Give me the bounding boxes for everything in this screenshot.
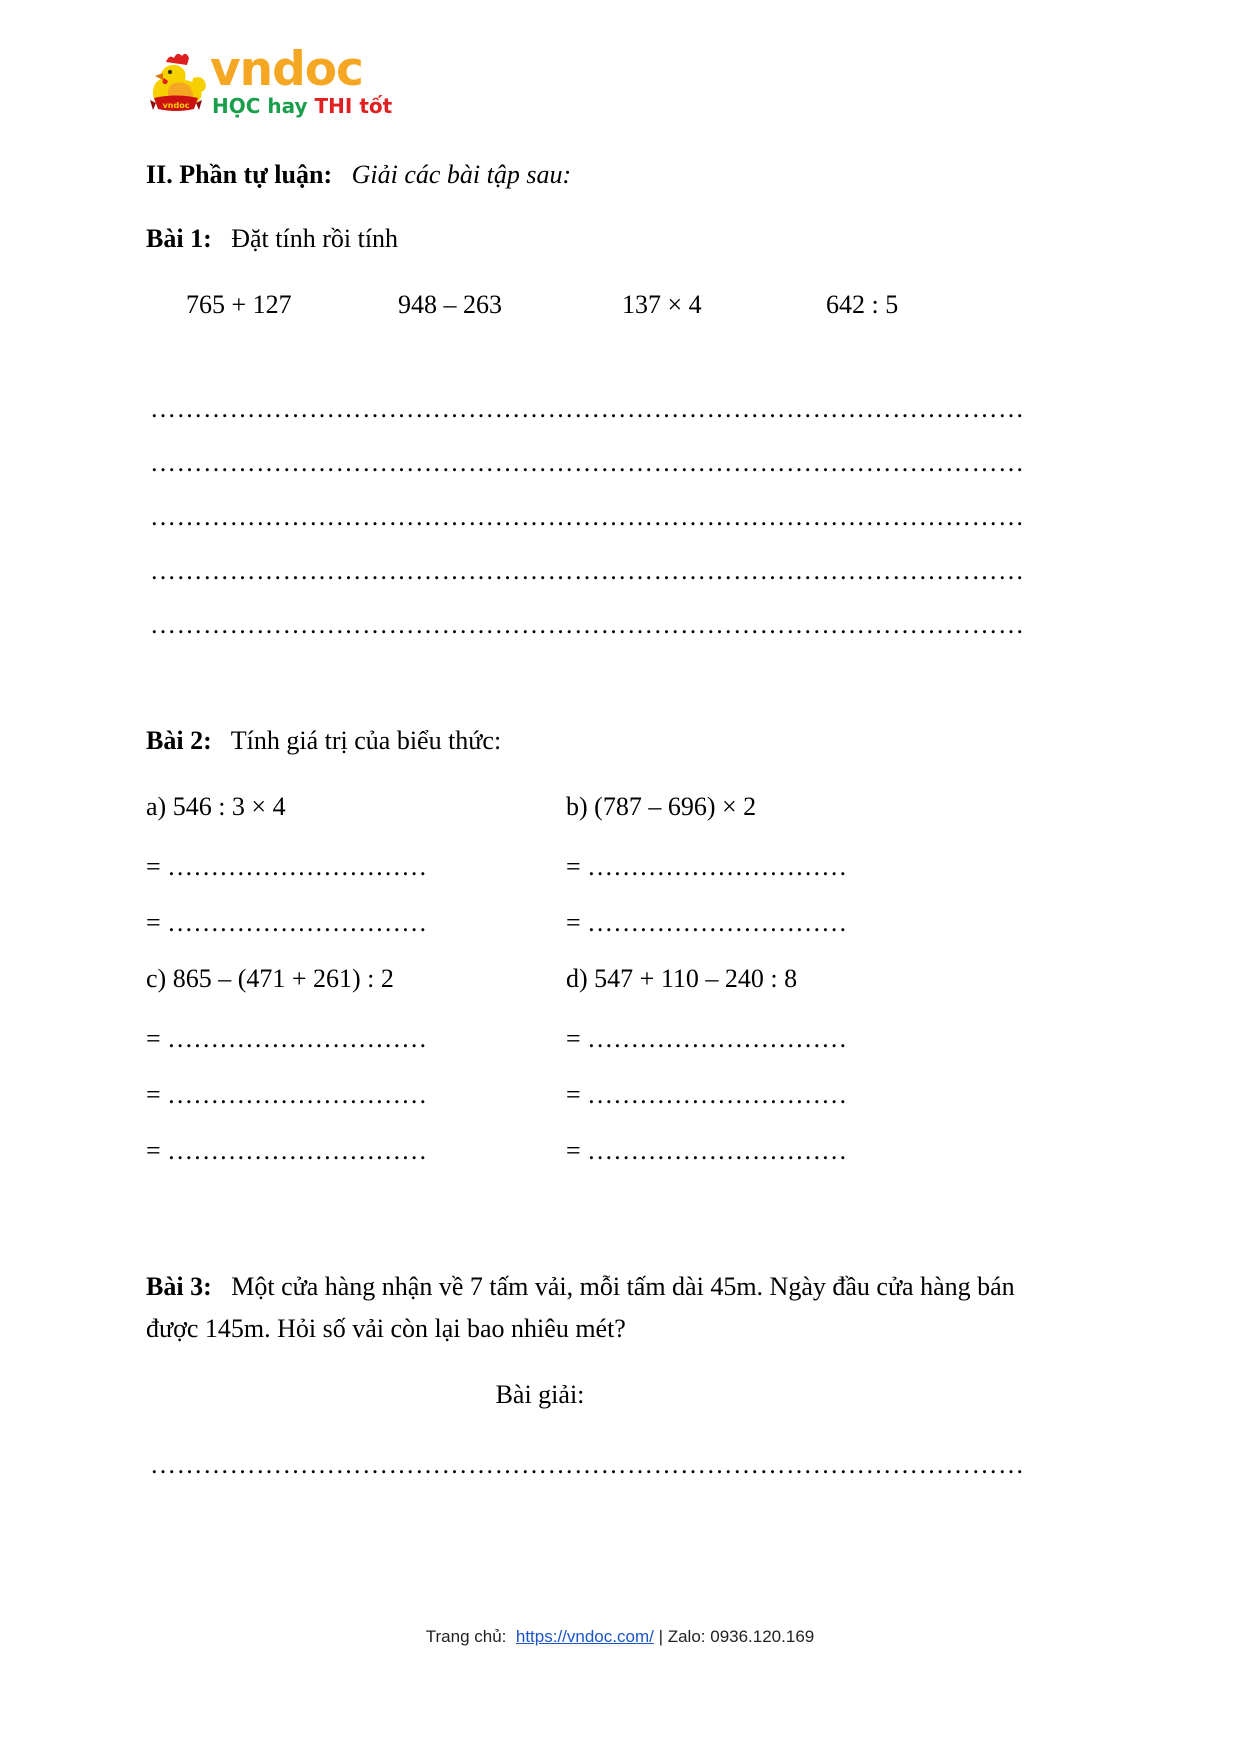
bai1-answer-line-2: ………………………………………………………………………………………	[150, 448, 1025, 477]
bai2-a-eq-2: = …………………………	[146, 908, 428, 937]
bai2-c-eq-2: = …………………………	[146, 1080, 428, 1109]
bai2-b-eq-2: = …………………………	[566, 908, 848, 937]
bai2-expression-c: c) 865 – (471 + 261) : 2	[146, 964, 394, 993]
tagline-hay: hay	[267, 94, 308, 118]
bai3-text: Một cửa hàng nhận về 7 tấm vải, mỗi tấm dài 45m. Ngày đầu cửa hàng bán được 145m. Hỏi số vải còn lại bao nhiêu mét?	[146, 1272, 1015, 1344]
rooster-mascot-icon	[146, 50, 208, 116]
bai2-d-eq-1: = …………………………	[566, 1024, 848, 1053]
bai3-label: Bài 3:	[146, 1272, 212, 1301]
bai2-c-eq-1: = …………………………	[146, 1024, 428, 1053]
bai1-answer-line-4: ………………………………………………………………………………………	[150, 556, 1025, 585]
bai3-answer-line: ………………………………………………………………………………………	[150, 1450, 1025, 1480]
tagline-hoc: HỌC	[212, 94, 261, 118]
spacer	[146, 360, 1094, 382]
bai2-expression-b: b) (787 – 696) × 2	[566, 792, 757, 821]
logo-wordmark: vndoc	[210, 42, 363, 97]
logo-banner-text: vndoc	[162, 101, 190, 110]
bai2-d-eq-3: = …………………………	[566, 1136, 848, 1165]
section-heading-label: II. Phần tự luận:	[146, 160, 333, 189]
bai3-solution-label: Bài giải:	[495, 1380, 585, 1410]
worksheet-content	[146, 160, 1094, 1492]
bai1-prompt: Đặt tính rồi tính	[231, 224, 399, 253]
bai1-answer-line-3: ………………………………………………………………………………………	[150, 502, 1025, 531]
spacer	[146, 1192, 1094, 1266]
bai2-row2-expressions	[146, 964, 1094, 1024]
bai2-c-eq-3: = …………………………	[146, 1136, 428, 1165]
tagline-tot: tốt	[359, 94, 393, 118]
bai2-row2-eqline-2	[146, 1080, 1094, 1136]
bai2-title	[146, 726, 1094, 756]
logo-tagline	[212, 96, 392, 116]
footer-separator: |	[658, 1627, 663, 1646]
vndoc-logo	[146, 42, 476, 126]
bai2-a-eq-1: = …………………………	[146, 852, 428, 881]
section-heading-note: Giải các bài tập sau:	[351, 160, 572, 189]
bai1-expression-1: 765 + 127	[186, 290, 292, 319]
tagline-thi: THI	[314, 94, 353, 118]
bai1-expressions	[146, 290, 1094, 330]
bai1-expression-2: 948 – 263	[398, 290, 502, 319]
page-footer	[0, 1627, 1240, 1647]
bai2-b-eq-1: = …………………………	[566, 852, 848, 881]
bai1-label: Bài 1:	[146, 224, 212, 253]
bai2-row1-expressions	[146, 792, 1094, 852]
footer-homepage-link[interactable]: https://vndoc.com/	[515, 1627, 654, 1646]
bai2-label: Bài 2:	[146, 726, 212, 755]
bai1-answer-line-5: ………………………………………………………………………………………	[150, 610, 1025, 639]
bai1-expression-3: 137 × 4	[622, 290, 702, 319]
bai2-prompt: Tính giá trị của biểu thức:	[230, 726, 502, 755]
bai2-row2-eqline-1	[146, 1024, 1094, 1080]
bai2-expression-d: d) 547 + 110 – 240 : 8	[566, 964, 798, 993]
bai3-problem	[146, 1266, 1046, 1350]
bai2-expression-a: a) 546 : 3 × 4	[146, 792, 286, 821]
footer-prefix: Trang chủ:	[425, 1627, 507, 1646]
bai1-expression-4: 642 : 5	[826, 290, 899, 319]
bai2-row2-eqline-3	[146, 1136, 1094, 1192]
bai2-d-eq-2: = …………………………	[566, 1080, 848, 1109]
bai1-title	[146, 224, 1094, 254]
bai1-answer-line-1: ………………………………………………………………………………………	[150, 394, 1025, 423]
spacer	[146, 652, 1094, 726]
footer-zalo: Zalo: 0936.120.169	[667, 1627, 815, 1646]
bai2-row1-eqline-2	[146, 908, 1094, 964]
bai2-row1-eqline-1	[146, 852, 1094, 908]
section-heading	[146, 160, 1094, 190]
